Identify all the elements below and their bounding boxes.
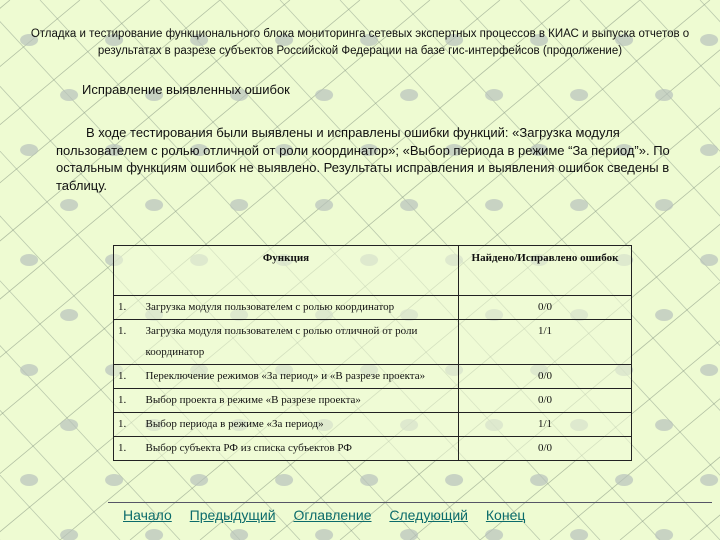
nav-end-link[interactable]: Конец [485, 507, 526, 523]
row-number: 1. [114, 437, 142, 461]
nav-next-link[interactable]: Следующий [389, 507, 468, 523]
nav-previous-link[interactable]: Предыдущий [189, 507, 276, 523]
row-number: 1. [114, 389, 142, 413]
row-value: 0/0 [459, 389, 632, 413]
row-function: Выбор периода в режиме «За период» [142, 413, 459, 437]
row-value: 1/1 [459, 413, 632, 437]
results-table [113, 245, 632, 461]
row-function: Выбор проекта в режиме «В разрезе проекта» [142, 389, 459, 413]
row-value: 0/0 [459, 296, 632, 320]
header-function: Функция [114, 246, 459, 296]
navigation-bar [123, 507, 539, 523]
row-function: Загрузка модуля пользователем с ролью координатор [142, 296, 459, 320]
row-value: 0/0 [459, 437, 632, 461]
body-paragraph: В ходе тестирования были выявлены и исправлены ошибки функций: «Загрузка модуля пользователем с ролью отличной от роли координатор»; «Выбор периода в режиме “За период”». По остальным функциям ошибок не выявлено. Результаты исправления и выявления ошибок сведены в таблицу. [56, 125, 670, 193]
row-number: 1. [114, 296, 142, 320]
section-heading: Исправление выявленных ошибок [82, 82, 290, 97]
row-number: 1. [114, 320, 142, 365]
row-value: 0/0 [459, 365, 632, 389]
table-row [114, 389, 632, 413]
table-row [114, 437, 632, 461]
row-function: Загрузка модуля пользователем с ролью отличной от роли координатор [142, 320, 459, 365]
table-row [114, 320, 632, 365]
row-value: 1/1 [459, 320, 632, 365]
nav-start-link[interactable]: Начало [123, 507, 172, 523]
table-header-row [114, 246, 632, 296]
row-function: Переключение режимов «За период» и «В разрезе проекта» [142, 365, 459, 389]
header-errors: Найдено/Исправлено ошибок [459, 246, 632, 296]
row-function: Выбор субъекта РФ из списка субъектов РФ [142, 437, 459, 461]
slide-title: Отладка и тестирование функционального блока мониторинга сетевых экспертных процессов в КИАС и выпуска отчетов о результатах в разрезе субъектов Российской Федерации на базе гис-интерфейсов (продолжение) [30, 28, 690, 57]
table-row [114, 413, 632, 437]
table-row [114, 365, 632, 389]
row-number: 1. [114, 413, 142, 437]
table-row [114, 296, 632, 320]
nav-divider [108, 502, 712, 503]
row-number: 1. [114, 365, 142, 389]
nav-contents-link[interactable]: Оглавление [293, 507, 372, 523]
